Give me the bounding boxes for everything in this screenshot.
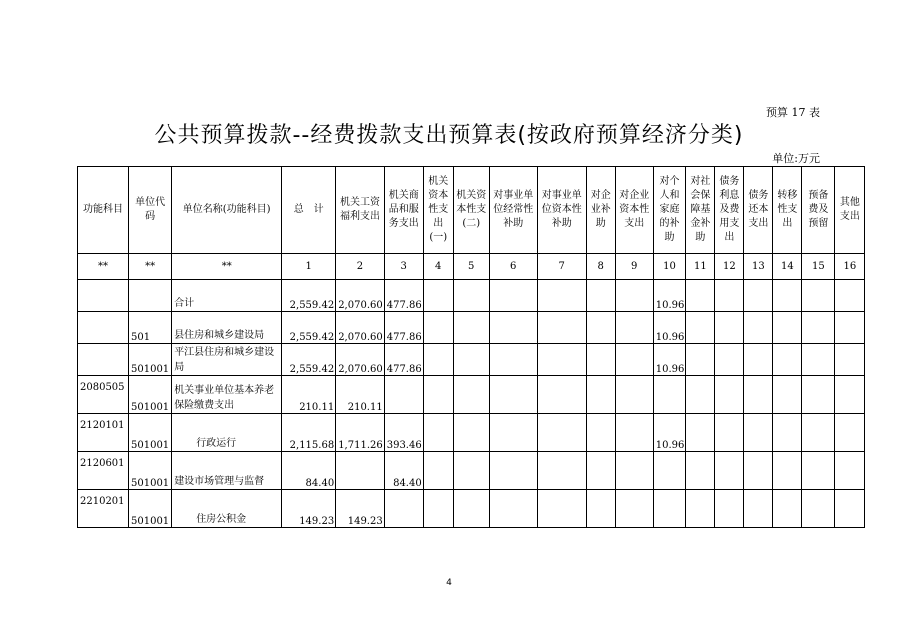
empty-cell — [586, 376, 615, 414]
empty-cell — [423, 490, 453, 528]
empty-cell — [686, 312, 715, 344]
empty-cell — [744, 280, 773, 312]
empty-cell — [744, 414, 773, 452]
empty-cell — [615, 376, 653, 414]
goods-services-cell — [384, 490, 423, 528]
function-code-cell — [78, 312, 129, 344]
empty-cell — [715, 376, 744, 414]
empty-cell — [586, 414, 615, 452]
empty-cell — [802, 280, 835, 312]
salary-cell: 149.23 — [336, 490, 385, 528]
index-cell: 5 — [453, 254, 489, 280]
empty-cell — [686, 414, 715, 452]
empty-cell — [586, 490, 615, 528]
index-cell: 12 — [715, 254, 744, 280]
empty-cell — [835, 344, 865, 376]
empty-cell — [537, 452, 586, 490]
empty-cell — [802, 344, 835, 376]
header-row — [78, 167, 865, 254]
goods-services-cell: 477.86 — [384, 312, 423, 344]
empty-cell — [423, 376, 453, 414]
unit-name-cell: 机关事业单位基本养老保险缴费支出 — [172, 376, 282, 414]
empty-cell — [715, 344, 744, 376]
total-cell: 210.11 — [282, 376, 336, 414]
empty-cell — [453, 490, 489, 528]
empty-cell — [423, 452, 453, 490]
header-cell: 单位代码 — [129, 167, 172, 254]
empty-cell — [773, 490, 802, 528]
column-index-row — [78, 254, 865, 280]
household-subsidy-cell: 10.96 — [653, 280, 686, 312]
header-cell: 对事业单位经常性补助 — [489, 167, 537, 254]
empty-cell — [615, 312, 653, 344]
empty-cell — [686, 452, 715, 490]
empty-cell — [453, 312, 489, 344]
function-code-cell — [78, 344, 129, 376]
empty-cell — [773, 280, 802, 312]
table-row — [78, 452, 865, 490]
empty-cell — [423, 312, 453, 344]
unit-label: 单位:万元 — [772, 152, 820, 165]
index-cell: ** — [172, 254, 282, 280]
empty-cell — [615, 344, 653, 376]
header-cell: 对社会保障基金补助 — [686, 167, 715, 254]
header-cell: 总 计 — [282, 167, 336, 254]
empty-cell — [537, 376, 586, 414]
empty-cell — [715, 312, 744, 344]
header-cell: 债务利息及费用支出 — [715, 167, 744, 254]
salary-cell: 1,711.26 — [336, 414, 385, 452]
header-cell: 机关商品和服务支出 — [384, 167, 423, 254]
empty-cell — [715, 452, 744, 490]
function-code-cell: 2120101 — [78, 414, 129, 452]
unit-name-cell: 合计 — [172, 280, 282, 312]
unit-code-cell: 501001 — [129, 414, 172, 452]
empty-cell — [537, 312, 586, 344]
index-cell: 16 — [835, 254, 865, 280]
table-row — [78, 490, 865, 528]
unit-name-cell: 县住房和城乡建设局 — [172, 312, 282, 344]
page-title: 公共预算拨款--经费拨款支出预算表(按政府预算经济分类) — [154, 123, 744, 148]
index-cell: 14 — [773, 254, 802, 280]
header-cell: 机关资本性支(二) — [453, 167, 489, 254]
empty-cell — [489, 490, 537, 528]
salary-cell — [336, 452, 385, 490]
goods-services-cell: 477.86 — [384, 344, 423, 376]
index-cell: ** — [129, 254, 172, 280]
empty-cell — [586, 452, 615, 490]
index-cell: 3 — [384, 254, 423, 280]
empty-cell — [773, 344, 802, 376]
total-cell: 2,559.42 — [282, 280, 336, 312]
index-cell: 6 — [489, 254, 537, 280]
total-cell: 2,559.42 — [282, 312, 336, 344]
household-subsidy-cell — [653, 452, 686, 490]
empty-cell — [686, 344, 715, 376]
header-cell: 对个人和家庭的补助 — [653, 167, 686, 254]
empty-cell — [489, 414, 537, 452]
function-code-cell — [78, 280, 129, 312]
table-row — [78, 376, 865, 414]
empty-cell — [615, 414, 653, 452]
empty-cell — [686, 376, 715, 414]
empty-cell — [744, 490, 773, 528]
empty-cell — [537, 344, 586, 376]
header-cell: 对事业单位资本性补助 — [537, 167, 586, 254]
goods-services-cell: 393.46 — [384, 414, 423, 452]
empty-cell — [615, 280, 653, 312]
index-cell: 1 — [282, 254, 336, 280]
total-cell: 149.23 — [282, 490, 336, 528]
empty-cell — [744, 452, 773, 490]
empty-cell — [686, 490, 715, 528]
budget-table — [77, 166, 865, 528]
unit-code-cell: 501 — [129, 312, 172, 344]
page-number: 4 — [446, 578, 452, 588]
empty-cell — [453, 280, 489, 312]
empty-cell — [802, 414, 835, 452]
table-row — [78, 280, 865, 312]
empty-cell — [835, 312, 865, 344]
form-number: 预算 17 表 — [766, 106, 820, 119]
empty-cell — [802, 312, 835, 344]
unit-code-cell — [129, 280, 172, 312]
function-code-cell: 2120601 — [78, 452, 129, 490]
table-row — [78, 414, 865, 452]
empty-cell — [489, 280, 537, 312]
household-subsidy-cell — [653, 490, 686, 528]
header-cell: 预备费及预留 — [802, 167, 835, 254]
empty-cell — [489, 376, 537, 414]
empty-cell — [744, 376, 773, 414]
empty-cell — [537, 414, 586, 452]
empty-cell — [586, 280, 615, 312]
empty-cell — [802, 490, 835, 528]
header-cell: 功能科目 — [78, 167, 129, 254]
function-code-cell: 2210201 — [78, 490, 129, 528]
total-cell: 2,115.68 — [282, 414, 336, 452]
function-code-cell: 2080505 — [78, 376, 129, 414]
header-cell: 对企业资本性支出 — [615, 167, 653, 254]
household-subsidy-cell — [653, 376, 686, 414]
empty-cell — [773, 414, 802, 452]
salary-cell: 210.11 — [336, 376, 385, 414]
empty-cell — [835, 452, 865, 490]
header-cell: 单位名称(功能科目) — [172, 167, 282, 254]
header-cell: 转移性支出 — [773, 167, 802, 254]
empty-cell — [744, 312, 773, 344]
empty-cell — [835, 376, 865, 414]
empty-cell — [423, 344, 453, 376]
empty-cell — [715, 280, 744, 312]
empty-cell — [453, 414, 489, 452]
index-cell: 7 — [537, 254, 586, 280]
table-row — [78, 312, 865, 344]
empty-cell — [615, 490, 653, 528]
header-cell: 机关工资福利支出 — [336, 167, 385, 254]
salary-cell: 2,070.60 — [336, 312, 385, 344]
empty-cell — [537, 490, 586, 528]
unit-code-cell: 501001 — [129, 376, 172, 414]
empty-cell — [773, 312, 802, 344]
empty-cell — [423, 280, 453, 312]
empty-cell — [715, 414, 744, 452]
empty-cell — [773, 376, 802, 414]
unit-name-cell: 住房公积金 — [172, 490, 282, 528]
table-row — [78, 344, 865, 376]
goods-services-cell — [384, 376, 423, 414]
index-cell: 15 — [802, 254, 835, 280]
goods-services-cell: 84.40 — [384, 452, 423, 490]
index-cell: ** — [78, 254, 129, 280]
index-cell: 11 — [686, 254, 715, 280]
empty-cell — [715, 490, 744, 528]
empty-cell — [615, 452, 653, 490]
household-subsidy-cell: 10.96 — [653, 414, 686, 452]
salary-cell: 2,070.60 — [336, 280, 385, 312]
empty-cell — [686, 280, 715, 312]
unit-code-cell: 501001 — [129, 452, 172, 490]
header-cell: 机关资本性支出(一) — [423, 167, 453, 254]
empty-cell — [537, 280, 586, 312]
index-cell: 9 — [615, 254, 653, 280]
total-cell: 2,559.42 — [282, 344, 336, 376]
empty-cell — [773, 452, 802, 490]
header-cell: 债务还本支出 — [744, 167, 773, 254]
index-cell: 2 — [336, 254, 385, 280]
empty-cell — [802, 452, 835, 490]
empty-cell — [453, 344, 489, 376]
index-cell: 10 — [653, 254, 686, 280]
total-cell: 84.40 — [282, 452, 336, 490]
empty-cell — [453, 452, 489, 490]
unit-code-cell: 501001 — [129, 344, 172, 376]
index-cell: 4 — [423, 254, 453, 280]
empty-cell — [489, 452, 537, 490]
empty-cell — [423, 414, 453, 452]
salary-cell: 2,070.60 — [336, 344, 385, 376]
unit-name-cell: 建设市场管理与监督 — [172, 452, 282, 490]
empty-cell — [489, 344, 537, 376]
index-cell: 13 — [744, 254, 773, 280]
empty-cell — [586, 344, 615, 376]
empty-cell — [453, 376, 489, 414]
household-subsidy-cell: 10.96 — [653, 312, 686, 344]
empty-cell — [835, 280, 865, 312]
empty-cell — [744, 344, 773, 376]
empty-cell — [802, 376, 835, 414]
unit-name-cell: 平江县住房和城乡建设局 — [172, 344, 282, 376]
index-cell: 8 — [586, 254, 615, 280]
header-cell: 对企业补助 — [586, 167, 615, 254]
unit-name-cell: 行政运行 — [172, 414, 282, 452]
empty-cell — [586, 312, 615, 344]
empty-cell — [835, 414, 865, 452]
header-cell: 其他支出 — [835, 167, 865, 254]
household-subsidy-cell: 10.96 — [653, 344, 686, 376]
unit-code-cell: 501001 — [129, 490, 172, 528]
empty-cell — [835, 490, 865, 528]
empty-cell — [489, 312, 537, 344]
goods-services-cell: 477.86 — [384, 280, 423, 312]
